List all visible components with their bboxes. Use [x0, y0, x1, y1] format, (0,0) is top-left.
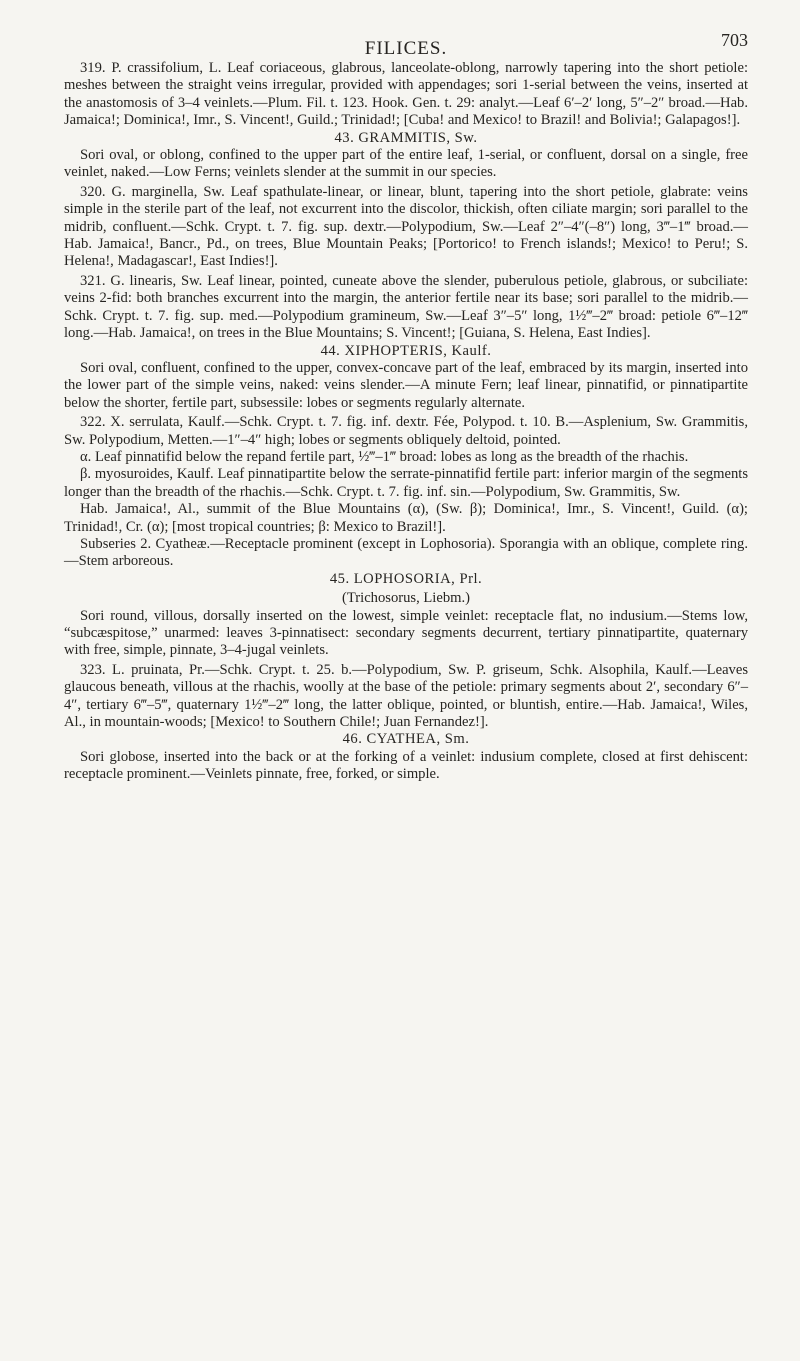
- species-entry-323: 323. L. pruinata, Pr.—Schk. Crypt. t. 25. b.—Polypodium, Sw. P. griseum, Schk. Alsophila, Kaulf.—Leaves glaucous beneath, villous at the rhachis, woolly at the base of the petiole: primary segments about 2′, secondary 6″–4″, tertiary 6‴–5‴, quaternary 1½‴–2‴ long, the latter oblique, pointed, or bluntish, entire.—Hab. Jamaica!, Wiles, Al., in mountain-woods; [Mexico! to Southern Chile!; Juan Fernandez!].: [64, 661, 748, 731]
- genus-heading-grammitis: 43. GRAMMITIS, Sw.: [334, 129, 478, 146]
- genus-description-grammitis: Sori oval, or oblong, confined to the upper part of the entire leaf, 1-serial, or confluent, dorsal on a single, free veinlet, naked.—Low Ferns; veinlets slender at the summit in our species.: [64, 147, 748, 181]
- genus-heading-cyathea: 46. CYATHEA, Sm.: [342, 731, 470, 748]
- species-entry-322: 322. X. serrulata, Kaulf.—Schk. Crypt. t. 7. fig. inf. dextr. Fée, Polypod. t. 10. B.—Asplenium, Sw. Grammitis, Sw. Polypodium, Metten.—1″–4″ high; lobes or segments obliquely deltoid, pointed.: [64, 414, 748, 448]
- running-title: FILICES.: [364, 38, 448, 59]
- running-head: [64, 0, 748, 60]
- subseries-cyatheae: Subseries 2. Cyatheæ.—Receptacle prominent (except in Lophosoria). Sporangia with an oblique, complete ring.—Stem arboreous.: [64, 535, 748, 570]
- genus-description-xiphopteris: Sori oval, confluent, confined to the upper, convex-concave part of the leaf, embraced by its margin, inserted into the lower part of the simple veins, naked: veins slender.—A minute Fern; leaf linear, pinnatifid, or pinnatipartite below the shorter, fertile part, subsessile: lobes or segments regularly alternate.: [64, 359, 748, 411]
- habitat-322: Hab. Jamaica!, Al., summit of the Blue Mountains (α), (Sw. β); Dominica!, Imr., S. Vincent!, Guild. (α); Trinidad!, Cr. (α); [most tropical countries; β: Mexico to Brazil!].: [64, 501, 748, 535]
- variety-beta: β. myosuroides, Kaulf. Leaf pinnatipartite below the serrate-pinnatifid fertile part: inferior margin of the segments longer than the breadth of the rhachis.—Schk. Crypt. t. 7. fig. inf. sin.—Polypodium, Sw. Grammitis, Sw.: [64, 466, 748, 500]
- genus-description-lophosoria: Sori round, villous, dorsally inserted on the lowest, simple veinlet: receptacle flat, no indusium.—Stems low, “subcæspitose,” unarmed: leaves 3-pinnatisect: secondary segments decurrent, tertiary pinnatipartite, quaternary with free, simple, pinnate, 3–4-jugal veinlets.: [64, 607, 748, 659]
- variety-alpha: α. Leaf pinnatifid below the repand fertile part, ½‴–1‴ broad: lobes as long as the breadth of the rhachis.: [80, 448, 689, 465]
- page-number: 703: [721, 30, 748, 50]
- genus-synonym-note: (Trichosorus, Liebm.): [342, 590, 470, 607]
- genus-description-cyathea: Sori globose, inserted into the back or at the forking of a veinlet: indusium complete, closed at first dehiscent: receptacle prominent.—Veinlets pinnate, free, forked, or simple.: [64, 748, 748, 783]
- genus-heading-lophosoria: 45. LOPHOSORIA, Prl.: [329, 570, 483, 587]
- species-entry-321: 321. G. linearis, Sw. Leaf linear, pointed, cuneate above the slender, puberulous petiole, glabrous, or subciliate: veins 2-fid: both branches excurrent into the margin, the anterior fertile near its base; sori parallel to the midrib.—Schk. Crypt. t. 7. fig. sup. med.—Polypodium gramineum, Sw.—Leaf 3″–5″ long, 1½‴–2‴ broad: petiole 6‴–12‴ long.—Hab. Jamaica!, on trees in the Blue Mountains; S. Vincent!; [Guiana, S. Helena, East Indies].: [64, 272, 748, 342]
- species-entry-319: 319. P. crassifolium, L. Leaf coriaceous, glabrous, lanceolate-oblong, narrowly tapering into the short petiole: meshes between the straight veins irregular, provided with appendages; sori 1-serial between the veins, inserted at the anastomosis of 3–4 veinlets.—Plum. Fil. t. 123. Hook. Gen. t. 29: analyt.—Leaf 6′–2′ long, 5″–2″ broad.—Hab. Jamaica!; Dominica!, Imr., S. Vincent!, Guild.; Trinidad!; [Cuba! and Mexico! to Brazil! and Bolivia!; Galapagos!].: [64, 60, 748, 129]
- genus-heading-xiphopteris: 44. XIPHOPTERIS, Kaulf.: [320, 342, 492, 359]
- species-entry-320: 320. G. marginella, Sw. Leaf spathulate-linear, or linear, blunt, tapering into the short petiole, glabrate: veins simple in the sterile part of the leaf, not excurrent into the discolor, thickish, often ciliate margin; sori parallel to the midrib, confluent.—Schk. Crypt. t. 7. fig. sup. dextr.—Polypodium, Sw.—Leaf 2″–4″(–8″) long, 3‴–1‴ broad.—Hab. Jamaica!, Bancr., Pd., on trees, Blue Mountain Peaks; [Portorico! to French islands!; Mexico! to Peru!; S. Helena!, Madagascar!, East Indies!].: [64, 183, 748, 270]
- text-body: [64, 60, 748, 784]
